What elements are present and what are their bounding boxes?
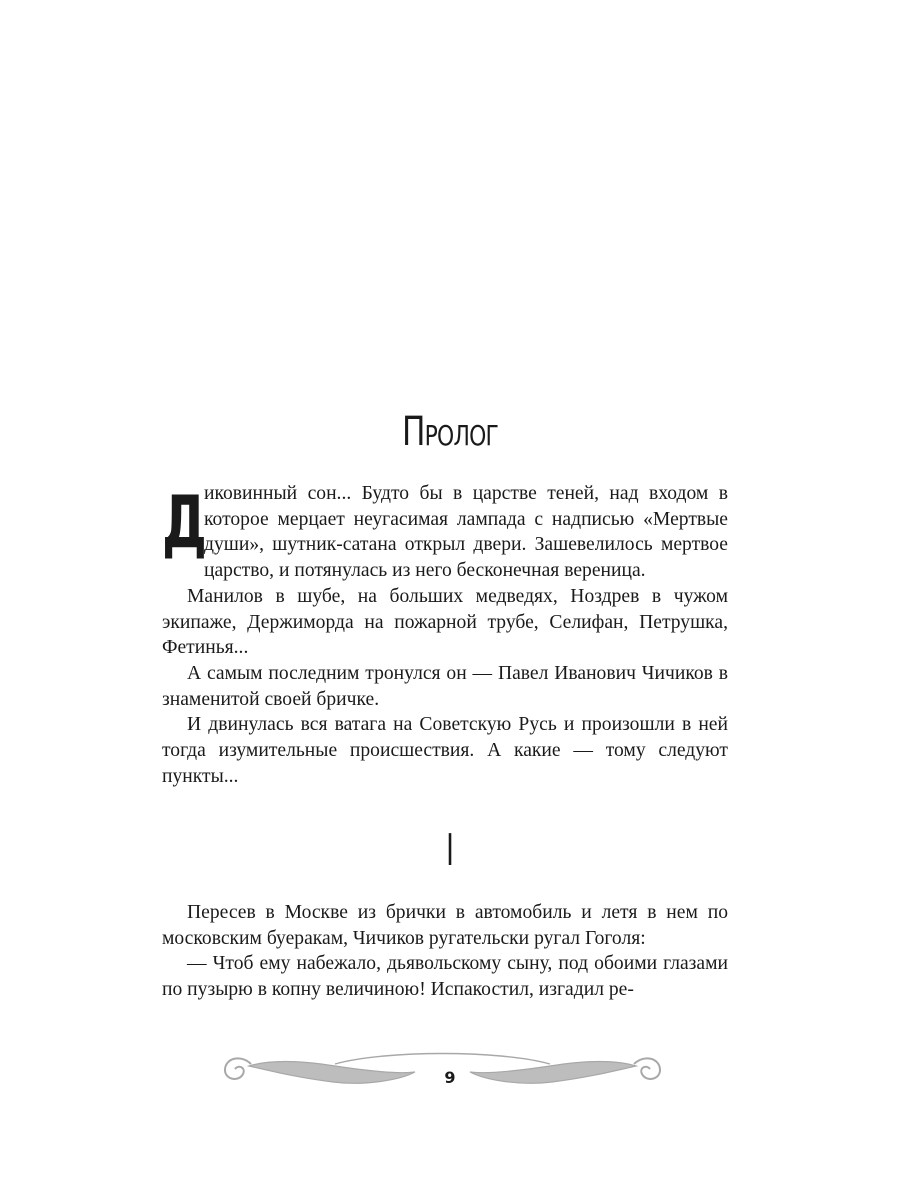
- paragraph: [162, 481, 728, 584]
- drop-cap: Д: [162, 480, 207, 564]
- paragraph: Манилов в шубе, на больших медведях, Ноздрев в чужом экипаже, Держиморда на пожарной трубе, Селифан, Петрушка, Фетинья...: [162, 585, 728, 659]
- page-number: 9: [444, 1068, 456, 1087]
- paragraph: Пересев в Москве из брички в автомобиль и летя в нем по московским буеракам, Чичиков ругательски ругал Гоголя:: [162, 902, 728, 949]
- chapter-text: [162, 900, 728, 1003]
- prologue-text: [162, 481, 728, 789]
- paragraph: И двинулась вся ватага на Советскую Русь и произошли в ней тогда изумительные происшествия. А какие — тому следуют пункты...: [162, 714, 728, 787]
- paragraph: А самым последним тронулся он — Павел Иванович Чичиков в знаменитой своей бричке.: [162, 662, 728, 710]
- paragraph: — Чтоб ему набежало, дьявольскому сыну, под обоими глазами по пузырю в копну величиною! Испакостил, изгадил ре-: [162, 953, 728, 1001]
- prologue-title: Пролог: [401, 409, 499, 455]
- chapter-number: I: [446, 825, 454, 876]
- paragraph-text: иковинный сон... Будто бы в царстве теней, над входом в которое мерцает неугасимая лампада с надписью «Мертвые души», шутник-сатана открыл двери. Зашевелилось мертвое царство, и потянулась из него бесконечная вереница.: [204, 483, 728, 582]
